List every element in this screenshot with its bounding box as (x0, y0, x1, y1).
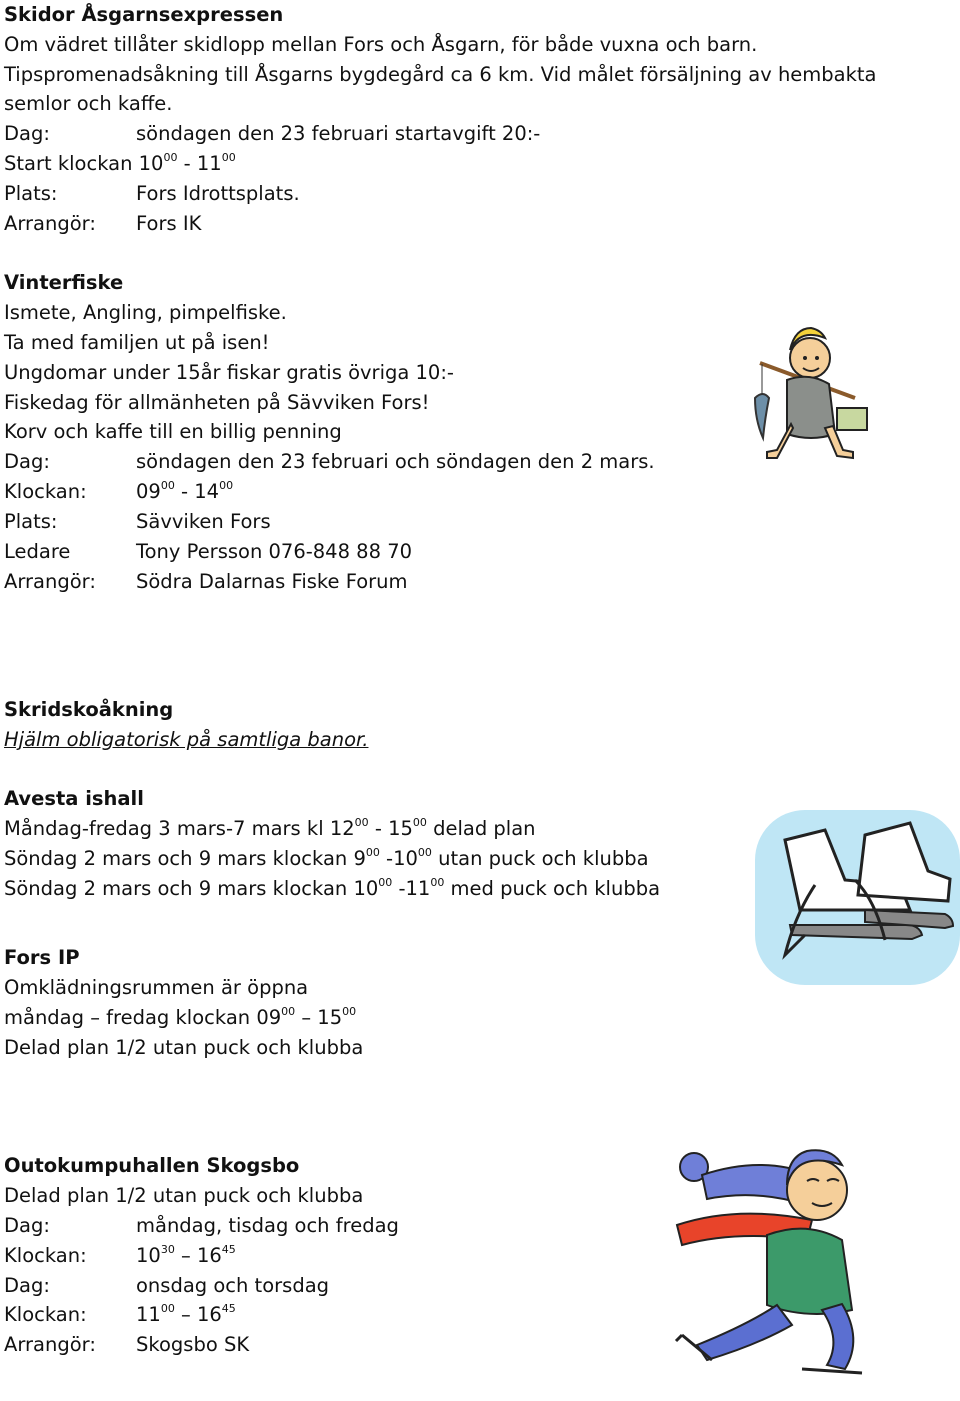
sup: 00 (221, 150, 236, 164)
text: med puck och klubba (444, 877, 661, 900)
sup: 30 (160, 1242, 175, 1256)
sup: 45 (221, 1301, 236, 1315)
text: Måndag-fredag 3 mars-7 mars kl 12 (4, 817, 355, 840)
skogsbo-day2-row (4, 1271, 329, 1301)
sup: 00 (160, 478, 175, 492)
forsip-text-1: Omklädningsrummen är öppna (4, 976, 309, 999)
label: Klockan: (4, 1244, 87, 1267)
avesta-row-2 (4, 844, 649, 874)
sup: 00 (430, 875, 445, 889)
forsip-text-3: Delad plan 1/2 utan puck och klubba (4, 1036, 364, 1059)
value: Sävviken Fors (136, 510, 271, 533)
fishing-organizer-row (4, 567, 408, 597)
avesta-row-3 (4, 874, 660, 904)
skogsbo-time1-row (4, 1241, 236, 1271)
time: – 16 (174, 1303, 222, 1326)
skating-child-clipart-icon (672, 1145, 922, 1380)
fishing-text-3: Ungdomar under 15år fiskar gratis övriga 10:- (4, 361, 454, 384)
label: Dag: (4, 1214, 50, 1237)
value: Fors IK (136, 212, 202, 235)
sup: 00 (417, 845, 432, 859)
skogsbo-text-1: Delad plan 1/2 utan puck och klubba (4, 1184, 364, 1207)
skogsbo-time2-row (4, 1300, 236, 1330)
sup: 00 (281, 1004, 296, 1018)
section-title-skiing: Skidor Åsgarnsexpressen (4, 3, 284, 26)
sup: 00 (219, 478, 234, 492)
value: söndagen den 23 februari och söndagen den 2 mars. (136, 450, 655, 473)
sup: 00 (160, 1301, 175, 1315)
value: Skogsbo SK (136, 1333, 250, 1356)
skiing-start-row (4, 149, 236, 179)
value: måndag, tisdag och fredag (136, 1214, 399, 1237)
text: delad plan (426, 817, 536, 840)
text: – 15 (295, 1006, 343, 1029)
value: onsdag och torsdag (136, 1274, 330, 1297)
label: Dag: (4, 122, 50, 145)
skogsbo-day1-row (4, 1211, 399, 1241)
section-title-skating: Skridskoåkning (4, 698, 174, 721)
label: Arrangör: (4, 1333, 96, 1356)
time: - 14 (174, 480, 220, 503)
text: - 15 (368, 817, 413, 840)
time: – 16 (174, 1244, 222, 1267)
skiing-place-row (4, 179, 300, 209)
forsip-time-row (4, 1003, 356, 1033)
section-title-fors-ip: Fors IP (4, 946, 80, 969)
text: -10 (379, 847, 418, 870)
label: Klockan: (4, 480, 87, 503)
sup: 00 (378, 875, 393, 889)
label: Dag: (4, 450, 50, 473)
label: Klockan: (4, 1303, 87, 1326)
skiing-text-2: Tipspromenadsåkning till Åsgarns bygdegård ca 6 km. Vid målet försäljning av hembakta (4, 63, 877, 86)
start-text: Start klockan 10 (4, 152, 164, 175)
ice-skates-clipart-icon (755, 800, 960, 985)
time: 09 (136, 480, 161, 503)
label: Arrangör: (4, 570, 96, 593)
boy-fishing-clipart-icon (745, 318, 880, 468)
section-title-fishing: Vinterfiske (4, 271, 124, 294)
value: söndagen den 23 februari startavgift 20:- (136, 122, 541, 145)
helmet-notice: Hjälm obligatorisk på samtliga banor. (4, 728, 369, 751)
section-title-avesta: Avesta ishall (4, 787, 144, 810)
sup: 00 (342, 1004, 357, 1018)
text: måndag – fredag klockan 09 (4, 1006, 282, 1029)
label: Dag: (4, 1274, 50, 1297)
value: Tony Persson 076-848 88 70 (136, 540, 413, 563)
fishing-text-5: Korv och kaffe till en billig penning (4, 420, 342, 443)
fishing-place-row (4, 507, 271, 537)
skogsbo-organizer-row (4, 1330, 249, 1360)
section-title-skogsbo: Outokumpuhallen Skogsbo (4, 1154, 300, 1177)
fishing-day-row (4, 447, 655, 477)
sup: 45 (221, 1242, 236, 1256)
value: Södra Dalarnas Fiske Forum (136, 570, 408, 593)
skiing-organizer-row (4, 209, 201, 239)
sup: 00 (163, 150, 178, 164)
start-text: - 11 (177, 152, 222, 175)
skiing-text-3: semlor och kaffe. (4, 92, 173, 115)
text: Söndag 2 mars och 9 mars klockan 9 (4, 847, 366, 870)
fishing-text-1: Ismete, Angling, pimpelfiske. (4, 301, 287, 324)
value: Fors Idrottsplats. (136, 182, 300, 205)
skiing-text-1: Om vädret tillåter skidlopp mellan Fors och Åsgarn, för både vuxna och barn. (4, 33, 758, 56)
avesta-row-1 (4, 814, 536, 844)
time: 10 (136, 1244, 161, 1267)
fishing-text-4: Fiskedag för allmänheten på Sävviken Fors! (4, 391, 430, 414)
sup: 00 (365, 845, 380, 859)
time: 11 (136, 1303, 161, 1326)
text: -11 (392, 877, 431, 900)
text: Söndag 2 mars och 9 mars klockan 10 (4, 877, 379, 900)
fishing-leader-row (4, 537, 412, 567)
label: Ledare (4, 540, 71, 563)
skiing-day-row (4, 119, 540, 149)
label: Plats: (4, 182, 58, 205)
sup: 00 (412, 815, 427, 829)
fishing-text-2: Ta med familjen ut på isen! (4, 331, 270, 354)
fishing-time-row (4, 477, 233, 507)
label: Plats: (4, 510, 58, 533)
sup: 00 (354, 815, 369, 829)
label: Arrangör: (4, 212, 96, 235)
text: utan puck och klubba (431, 847, 649, 870)
